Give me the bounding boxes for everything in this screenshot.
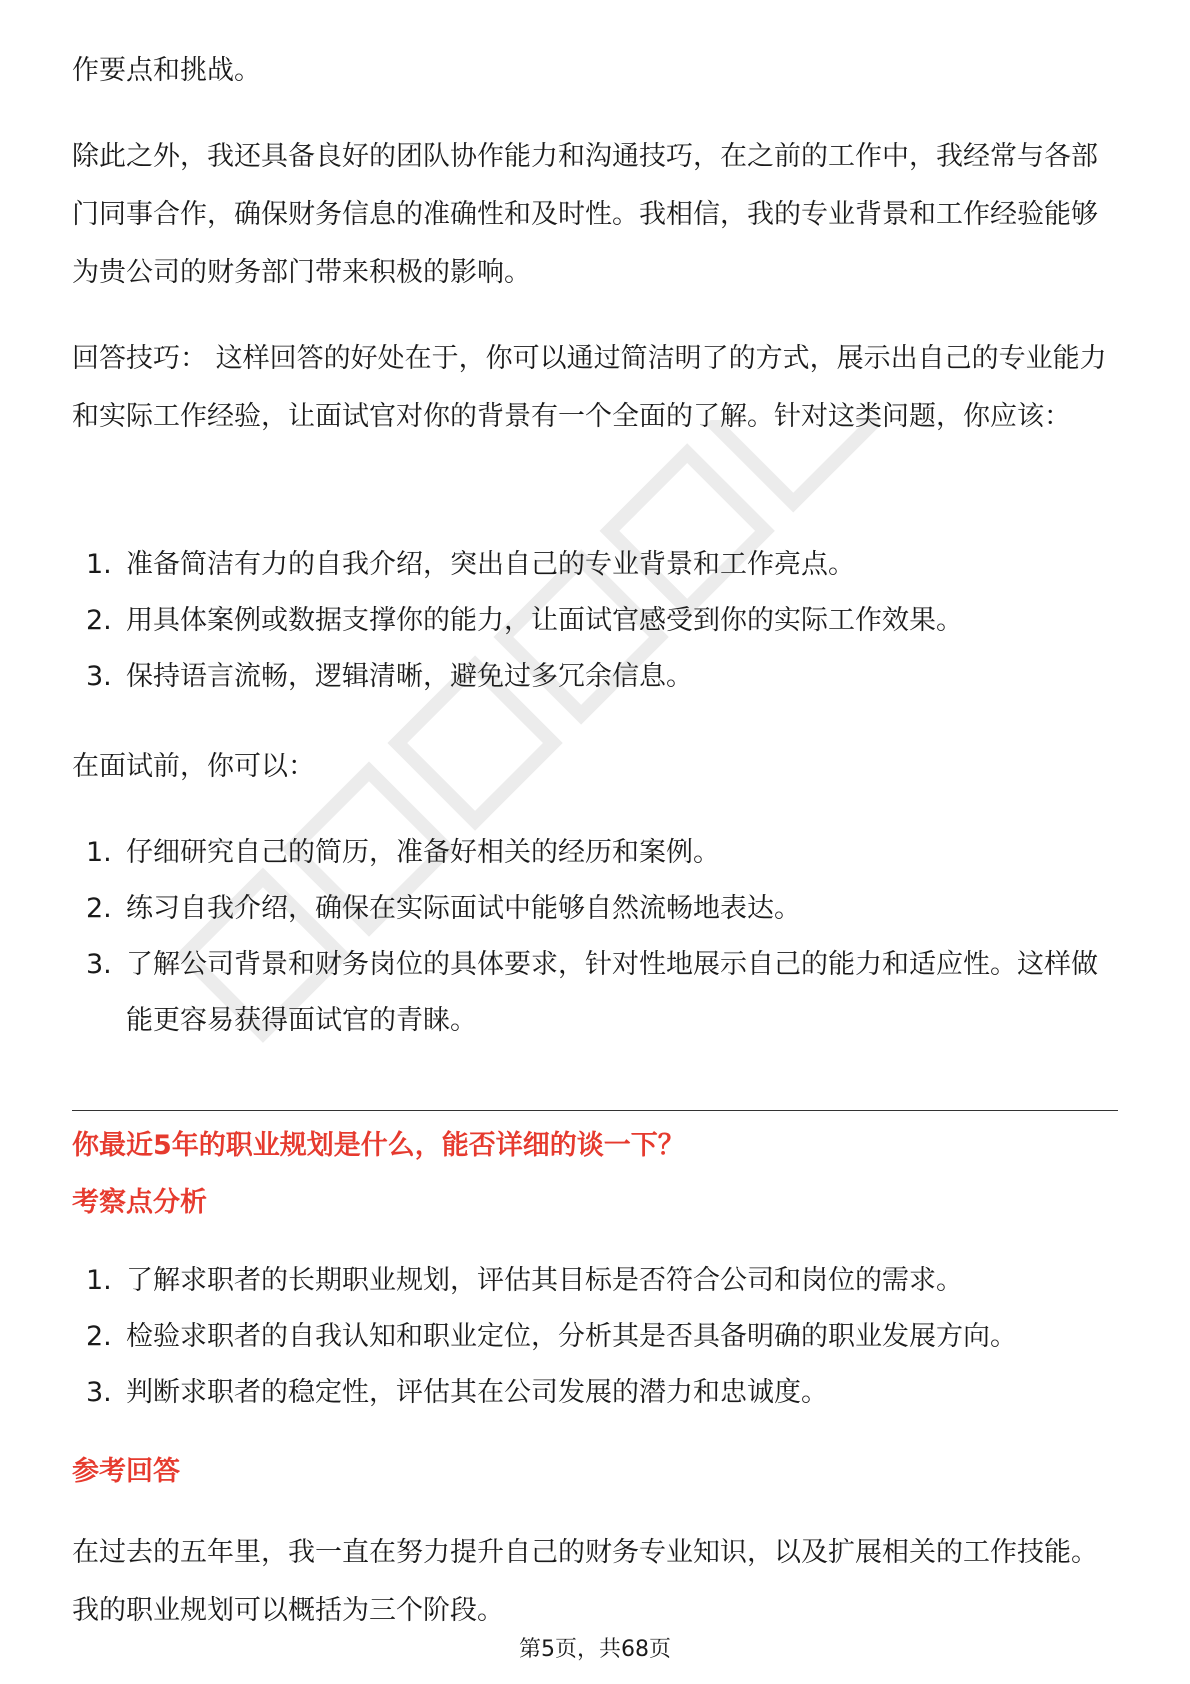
list-text: 保持语言流畅，逻辑清晰，避免过多冗余信息。 bbox=[126, 661, 693, 692]
list-number: 2. bbox=[86, 605, 112, 636]
paragraph-answer-tips: 回答技巧： 这样回答的好处在于，你可以通过简洁明了的方式，展示出自己的专业能力和实际工作经验，让面试官对你的背景有一个全面的了解。针对这类问题，你应该： bbox=[72, 343, 1107, 432]
analysis-heading: 考察点分析 bbox=[72, 1187, 207, 1218]
list-text: 判断求职者的稳定性，评估其在公司发展的潜力和忠诚度。 bbox=[126, 1377, 828, 1408]
list-item bbox=[72, 593, 1118, 649]
list-number: 1. bbox=[86, 1265, 112, 1296]
tips-list bbox=[72, 537, 1118, 705]
reference-heading: 参考回答 bbox=[72, 1456, 180, 1487]
list-item bbox=[72, 937, 1118, 1049]
list-number: 3. bbox=[86, 949, 112, 980]
list-item bbox=[72, 825, 1118, 881]
analysis-list bbox=[72, 1253, 1118, 1421]
list-text: 仔细研究自己的简历，准备好相关的经历和案例。 bbox=[126, 837, 720, 868]
list-number: 2. bbox=[86, 893, 112, 924]
list-text: 练习自我介绍，确保在实际面试中能够自然流畅地表达。 bbox=[126, 893, 801, 924]
list-number: 3. bbox=[86, 661, 112, 692]
section-divider bbox=[72, 1110, 1118, 1111]
list-number: 1. bbox=[86, 549, 112, 580]
page-footer: 第5页，共68页 bbox=[519, 1637, 671, 1662]
list-item bbox=[72, 881, 1118, 937]
list-text: 了解求职者的长期职业规划，评估其目标是否符合公司和岗位的需求。 bbox=[126, 1265, 963, 1296]
paragraph-intro-tail: 作要点和挑战。 bbox=[72, 55, 261, 86]
paragraph-reference-answer: 在过去的五年里，我一直在努力提升自己的财务专业知识，以及扩展相关的工作技能。我的职业规划可以概括为三个阶段。 bbox=[72, 1537, 1098, 1626]
list-item bbox=[72, 1365, 1118, 1421]
list-text: 用具体案例或数据支撑你的能力，让面试官感受到你的实际工作效果。 bbox=[126, 605, 963, 636]
prep-list bbox=[72, 825, 1118, 1049]
list-text: 检验求职者的自我认知和职业定位，分析其是否具备明确的职业发展方向。 bbox=[126, 1321, 1017, 1352]
list-number: 3. bbox=[86, 1377, 112, 1408]
paragraph-before-interview: 在面试前，你可以： bbox=[72, 751, 315, 782]
list-text: 准备简洁有力的自我介绍，突出自己的专业背景和工作亮点。 bbox=[126, 549, 855, 580]
paragraph-teamwork: 除此之外，我还具备良好的团队协作能力和沟通技巧，在之前的工作中，我经常与各部门同事合作，确保财务信息的准确性和及时性。我相信，我的专业背景和工作经验能够为贵公司的财务部门带来积极的影响。 bbox=[72, 141, 1098, 288]
list-item bbox=[72, 1253, 1118, 1309]
list-item bbox=[72, 1309, 1118, 1365]
question-heading: 你最近5年的职业规划是什么，能否详细的谈一下？ bbox=[72, 1130, 685, 1161]
list-text: 了解公司背景和财务岗位的具体要求，针对性地展示自己的能力和适应性。这样做能更容易获得面试官的青睐。 bbox=[126, 949, 1098, 1036]
list-number: 1. bbox=[86, 837, 112, 868]
list-item bbox=[72, 649, 1118, 705]
list-item bbox=[72, 537, 1118, 593]
list-number: 2. bbox=[86, 1321, 112, 1352]
